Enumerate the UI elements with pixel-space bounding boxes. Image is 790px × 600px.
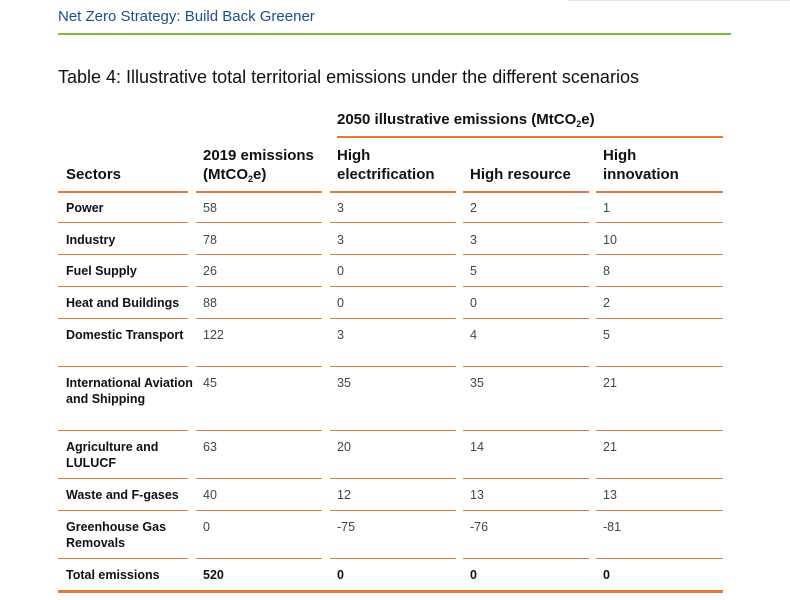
row-divider (330, 222, 456, 223)
sector-label: Agriculture and LULUCF (66, 440, 159, 470)
sector-label: Power (66, 201, 104, 215)
row-divider (196, 318, 322, 319)
column-header-high-electrification: High electrification (337, 147, 435, 183)
emission-value: 35 (470, 376, 484, 390)
row-divider (463, 558, 589, 559)
emission-value: 4 (470, 328, 477, 342)
emission-value: 88 (203, 296, 217, 310)
row-divider (58, 191, 188, 193)
row-divider (596, 254, 723, 255)
row-divider (330, 430, 456, 431)
column-header-high-resource: High resource (470, 166, 571, 183)
sector-label: Fuel Supply (66, 264, 137, 278)
total-value: 520 (203, 568, 224, 582)
row-divider (596, 430, 723, 431)
column-header-2019-emissions: 2019 emissions (MtCO$_2$e) (203, 147, 314, 184)
emission-value: 2 (470, 201, 477, 215)
emission-value: 20 (337, 440, 351, 454)
row-divider (463, 191, 589, 193)
sector-label: International Aviation and Shipping (66, 376, 193, 406)
row-divider (596, 191, 723, 193)
emission-value: 12 (337, 488, 351, 502)
row-divider (58, 558, 188, 559)
row-divider (330, 286, 456, 287)
emission-value: 0 (337, 296, 344, 310)
emission-value: 35 (337, 376, 351, 390)
row-divider (596, 222, 723, 223)
emission-value: -81 (603, 520, 622, 534)
row-divider (330, 478, 456, 479)
row-divider (330, 558, 456, 559)
row-divider (196, 510, 322, 511)
emission-value: 13 (470, 488, 484, 502)
row-divider (463, 478, 589, 479)
row-divider (330, 191, 456, 193)
emission-value: 26 (203, 264, 217, 278)
emission-value: 5 (603, 328, 610, 342)
row-divider (463, 430, 589, 431)
row-divider (596, 286, 723, 287)
row-divider (596, 318, 723, 319)
sector-label: Domestic Transport (66, 328, 184, 342)
emission-value: 3 (337, 201, 344, 215)
emission-value: 40 (203, 488, 217, 502)
emission-value: 3 (337, 233, 344, 247)
row-divider (463, 510, 589, 511)
header-divider (58, 33, 731, 35)
row-divider (196, 430, 322, 431)
emission-value: 45 (203, 376, 217, 390)
column-header-high-innovation: High innovation (603, 147, 679, 183)
row-divider (196, 558, 322, 559)
group-heading-rule (337, 136, 723, 138)
row-divider (330, 510, 456, 511)
emission-value: 2 (603, 296, 610, 310)
row-divider (463, 222, 589, 223)
total-value: 0 (337, 568, 344, 582)
row-divider (58, 286, 188, 287)
emission-value: 1 (603, 201, 610, 215)
emission-value: 0 (470, 296, 477, 310)
row-divider (58, 366, 188, 367)
row-divider (58, 222, 188, 223)
row-divider (196, 286, 322, 287)
row-divider (596, 366, 723, 367)
sector-label: Greenhouse Gas Removals (66, 520, 167, 550)
scenario-group-heading: 2050 illustrative emissions (MtCO$_2$e) (337, 111, 595, 129)
table-title: Table 4: Illustrative total territorial emissions under the different scenarios (58, 67, 639, 87)
row-divider (596, 558, 723, 559)
emission-value: 21 (603, 440, 617, 454)
emission-value: 122 (203, 328, 224, 342)
emission-value: 0 (203, 520, 210, 534)
emission-value: 5 (470, 264, 477, 278)
sector-label: Heat and Buildings (66, 296, 180, 310)
table-bottom-rule (58, 590, 723, 593)
total-value: 0 (603, 568, 610, 582)
emission-value: 13 (603, 488, 617, 502)
row-divider (58, 510, 188, 511)
row-divider (196, 478, 322, 479)
row-divider (58, 318, 188, 319)
row-divider (196, 366, 322, 367)
total-label: Total emissions (66, 568, 160, 582)
row-divider (463, 366, 589, 367)
page-corner-rule (568, 0, 790, 1)
document-header-title: Net Zero Strategy: Build Back Greener (58, 8, 315, 25)
emission-value: 58 (203, 201, 217, 215)
total-value: 0 (470, 568, 477, 582)
emission-value: 78 (203, 233, 217, 247)
row-divider (596, 478, 723, 479)
row-divider (196, 191, 322, 193)
row-divider (463, 254, 589, 255)
row-divider (58, 430, 188, 431)
sector-label: Waste and F-gases (66, 488, 179, 502)
row-divider (196, 222, 322, 223)
emission-value: 14 (470, 440, 484, 454)
column-header-sectors: Sectors (66, 166, 122, 183)
row-divider (596, 510, 723, 511)
row-divider (330, 366, 456, 367)
emission-value: 0 (337, 264, 344, 278)
sector-label: Industry (66, 233, 116, 247)
emission-value: 3 (470, 233, 477, 247)
row-divider (58, 254, 188, 255)
row-divider (196, 254, 322, 255)
emission-value: 8 (603, 264, 610, 278)
row-divider (330, 318, 456, 319)
emission-value: -76 (470, 520, 489, 534)
emission-value: 63 (203, 440, 217, 454)
row-divider (330, 254, 456, 255)
row-divider (58, 478, 188, 479)
row-divider (463, 318, 589, 319)
emission-value: 3 (337, 328, 344, 342)
emission-value: -75 (337, 520, 356, 534)
row-divider (463, 286, 589, 287)
emission-value: 21 (603, 376, 617, 390)
emission-value: 10 (603, 233, 617, 247)
